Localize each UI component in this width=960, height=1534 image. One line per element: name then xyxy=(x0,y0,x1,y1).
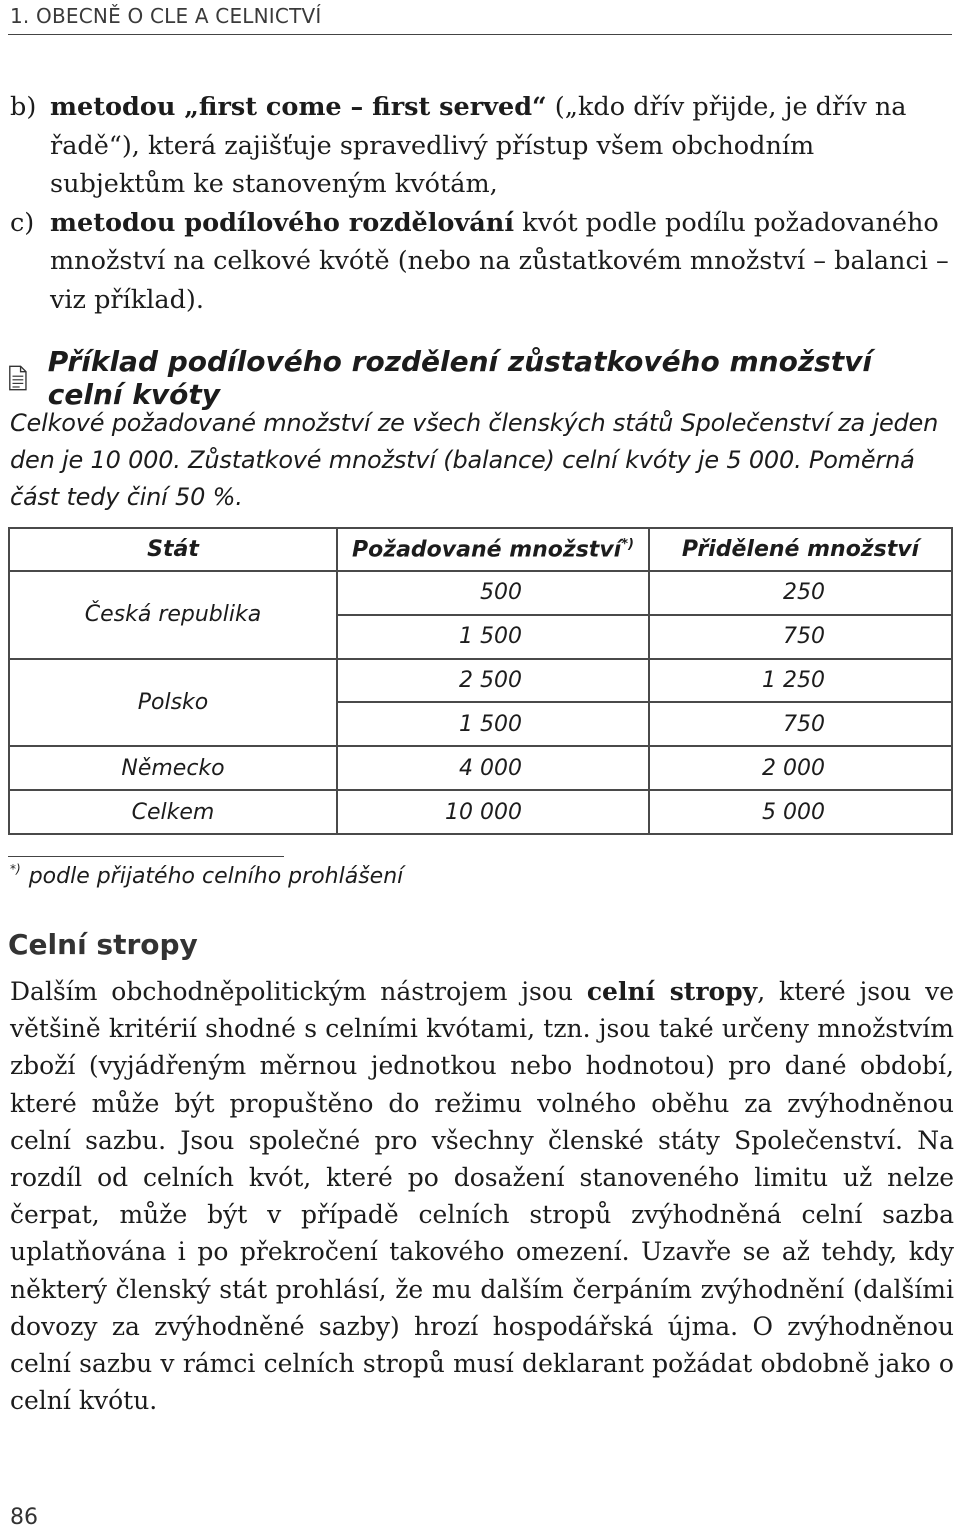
section-paragraph: Dalším obchodněpolitickým nástrojem jsou celní stropy, které jsou ve většině kritérií shodné s celními kvótami, tzn. jsou také určeny množstvím zboží (vyjádřeným měrnou jednotkou nebo hodnotou) pro dané období, které může být propuštěno do režimu volného oběhu za zvýhodněnou celní sazbu. Jsou společné pro všechny členské státy Společenství. Na rozdíl od celních kvót, které po dosažení stanoveného limitu už nelze čerpat, může být v případě celních stropů zvýhodněná celní sazba uplatňována i po překročení takového omezení. Uzavře se až tehdy, kdy některý členský stát prohlásí, že mu dalším čerpáním zvýhodnění (dalšími dovozy za zvýhodněné sazby) hrozí hospodářská újma. O zvýhodněnou celní sazbu v rámci celních stropů musí deklarant požádat obdobně jako o celní kvótu. xyxy=(10,977,954,1416)
example-title-text: Příklad podílového rozdělení zůstatkového množství celní kvóty xyxy=(47,345,873,411)
requested-cell: 1 500 xyxy=(337,615,649,659)
requested-cell: 2 500 xyxy=(337,659,649,703)
list-item-text: kvót podle podílu požadovaného množství na celkové kvótě (nebo na zůstatkovém množství – balanci – viz příklad). xyxy=(50,207,949,315)
table-row xyxy=(9,746,952,790)
requested-cell: 4 000 xyxy=(337,746,649,790)
allocated-cell: 5 000 xyxy=(649,790,952,834)
example-title xyxy=(8,345,952,411)
country-cell: Celkem xyxy=(9,790,337,834)
list-item-bold: metodou „first come – first served“ xyxy=(50,92,547,122)
country-cell: Česká republika xyxy=(9,571,337,659)
allocated-cell: 2 000 xyxy=(649,746,952,790)
list-marker: c) xyxy=(10,207,35,238)
header-state: Stát xyxy=(9,528,337,571)
bold-term: celní stropy xyxy=(586,977,758,1006)
list-item-b xyxy=(10,88,954,204)
list-item-body xyxy=(50,88,954,204)
list-item-text: („kdo dřív přijde, je dřív na řadě“), která zajišťuje spravedlivý přístup všem obchodním subjektům ke stanoveným kvótám, xyxy=(50,92,907,199)
allocated-cell: 1 250 xyxy=(649,659,952,703)
requested-cell: 500 xyxy=(337,571,649,615)
table-row xyxy=(9,659,952,703)
header-requested: Požadované množství*) xyxy=(337,528,649,571)
requested-cell: 1 500 xyxy=(337,702,649,746)
allocated-cell: 750 xyxy=(649,702,952,746)
footnote xyxy=(10,862,403,889)
allocated-cell: 750 xyxy=(649,615,952,659)
quota-table xyxy=(8,527,953,835)
page-number: 86 xyxy=(10,1505,38,1530)
country-cell: Polsko xyxy=(9,659,337,747)
table-header-row xyxy=(9,528,952,571)
footnote-rule xyxy=(8,856,284,857)
country-cell: Německo xyxy=(9,746,337,790)
list-marker: b) xyxy=(10,92,37,122)
header-allocated: Přidělené množství xyxy=(649,528,952,571)
footnote-mark: *) xyxy=(10,862,21,876)
list-item-bold: metodou podílového rozdělování xyxy=(50,207,515,238)
table-total-row xyxy=(9,790,952,834)
method-list xyxy=(10,88,954,319)
header-rule xyxy=(8,34,952,35)
requested-cell: 10 000 xyxy=(337,790,649,834)
section-heading: Celní stropy xyxy=(8,928,198,961)
list-item-c xyxy=(10,204,954,320)
chapter-header: 1. OBECNĚ O CLE A CELNICTVÍ xyxy=(10,4,322,28)
document-icon xyxy=(8,364,28,392)
allocated-cell: 250 xyxy=(649,571,952,615)
table-row xyxy=(9,571,952,615)
footnote-text: podle přijatého celního prohlášení xyxy=(28,864,404,889)
example-text: Celkové požadované množství ze všech členských států Společenství za jeden den je 10 000. Zůstatkové množství (balance) celní kvóty je 5 000. Poměrná část tedy činí 50 %. xyxy=(10,409,939,511)
list-item-body xyxy=(50,204,954,320)
